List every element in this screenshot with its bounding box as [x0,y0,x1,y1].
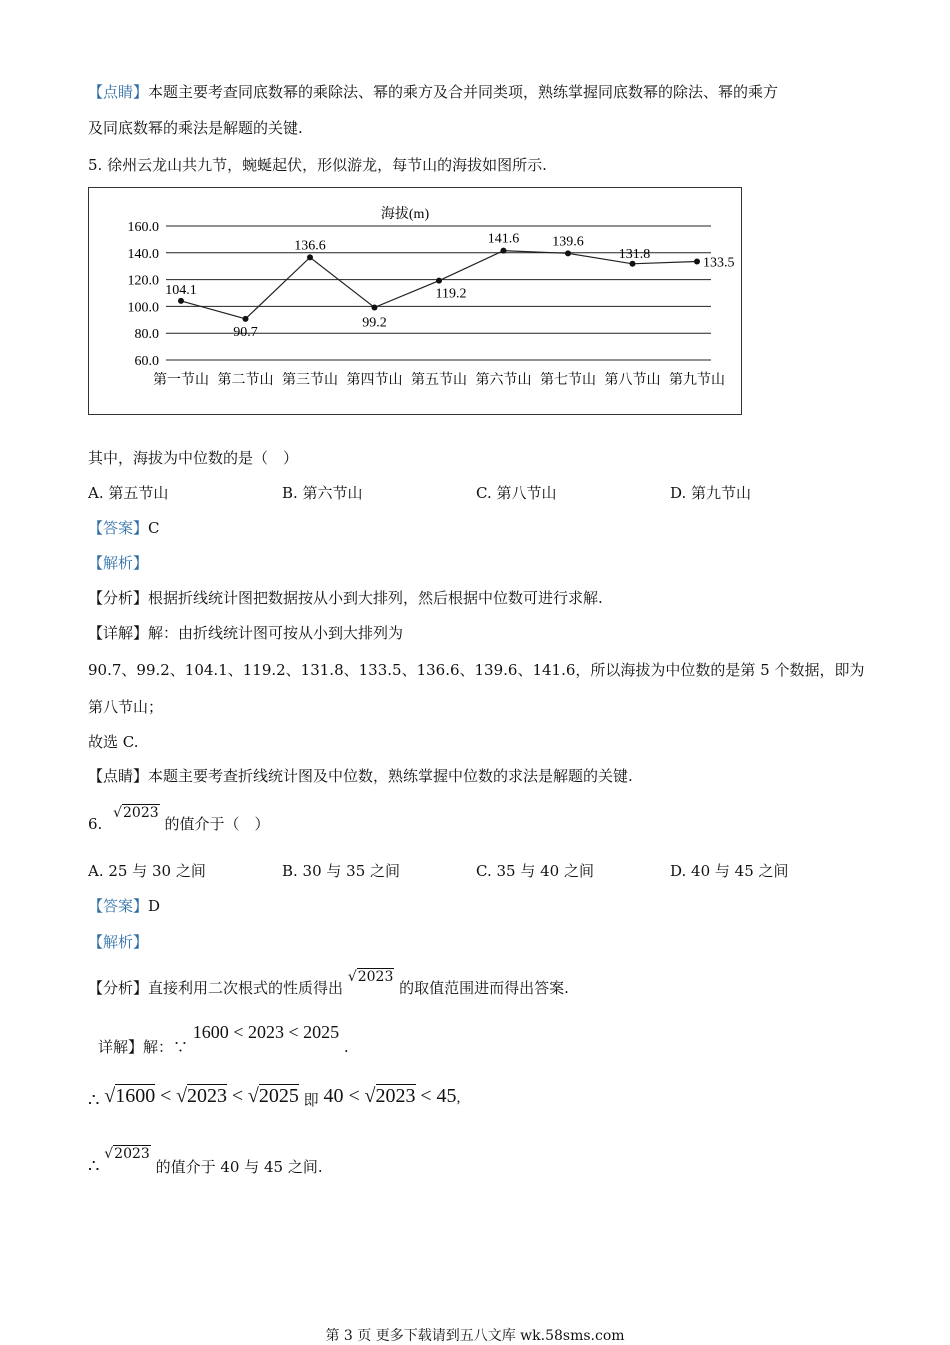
data-label: 90.7 [233,324,258,340]
lt-1: < [160,1085,172,1107]
ineq-period: . [343,1038,349,1056]
q6-fenxi-sqrt: √2023 [347,969,394,985]
answer-tag: 【答案】 [88,519,149,537]
lt-45: < 45 [420,1085,457,1107]
q5-option-c: C. 第八节山 [476,484,557,502]
q5-tips [88,766,633,786]
x-tick-label: 第五节山 [411,373,467,388]
q6-option-c: C. 35 与 40 之间 [476,862,594,880]
radicand-2025: 2025 [258,1085,299,1107]
q6-conclusion [88,1142,323,1176]
q6-option-d: D. 40 与 45 之间 [670,862,789,880]
q6-option-a: A. 25 与 30 之间 [88,862,206,880]
detail-tag: 【详解】 [88,624,149,642]
q6-fenxi-radicand: 2023 [357,969,394,985]
fenxi-tag: 【分析】 [88,589,149,607]
tips-line-1 [88,82,778,102]
q6-fenxi [88,966,569,996]
x-tick-label: 第八节山 [604,373,661,388]
data-point [243,316,249,322]
q6-concl-text: 的值介于 40 与 45 之间. [155,1158,323,1176]
q6-stem [88,806,269,836]
tips-tag: 【点睛】 [88,83,149,101]
data-label: 139.6 [552,234,584,250]
data-point [372,304,378,310]
therefore-1: ∴ [88,1090,100,1110]
x-tick-label: 第四节山 [346,373,403,388]
q6-answer-value: D [148,897,161,915]
y-tick-label: 60.0 [134,354,159,369]
q6-detail-2 [88,1086,460,1120]
data-point [307,254,313,260]
q5-answer [88,518,160,538]
fenxi-text: 根据折线统计图把数据按从小到大排列，然后根据中位数可进行求解. [148,589,603,607]
sqrt-1600: √1600 [104,1085,156,1107]
q5-question: 其中，海拔为中位数的是（ ） [88,449,299,467]
data-label: 133.5 [703,255,735,271]
q6-fenxi-pre: 直接利用二次根式的性质得出 [148,979,344,997]
x-tick-label: 第九节山 [669,373,725,388]
data-label: 131.8 [618,246,651,262]
data-label: 119.2 [435,286,467,302]
data-label: 99.2 [362,315,387,331]
altitude-chart-svg [89,188,741,414]
data-label: 104.1 [165,282,197,298]
answer-value: C [148,519,160,537]
x-tick-label: 第三节山 [282,373,338,388]
q6-analysis-tag: 【解析】 [88,933,149,951]
ineq-1: 1600 < 2023 < 2025 [192,1022,340,1042]
tips-text-1: 本题主要考查同底数幂的乘除法、幂的乘方及合并同类项，熟练掌握同底数幂的除法、幂的乘方 [148,83,779,101]
y-tick-label: 120.0 [127,273,159,289]
x-tick-label: 第六节山 [475,373,532,388]
sqrt-2023: √2023 [113,805,159,821]
q5-tips-tag: 【点睛】 [88,767,149,785]
y-tick-label: 80.0 [134,327,159,343]
x-tick-label: 第二节山 [217,373,274,388]
q6-stem-tail: 的值介于（ ） [164,815,270,833]
q6-answer [88,896,160,916]
radicand-2023-c: 2023 [375,1085,416,1107]
q5-fenxi [88,588,603,608]
page-footer: 第 3 页 更多下载请到五八文库 wk.58sms.com [325,1328,625,1344]
y-tick-label: 100.0 [127,300,159,316]
radicand-1600: 1600 [115,1085,156,1107]
q6-detail-1 [98,1022,349,1056]
data-label: 136.6 [294,238,326,254]
tips-line-2: 及同底数幂的乘法是解题的关键. [88,119,303,137]
q5-option-d: D. 第九节山 [670,484,752,502]
data-label: 141.6 [487,231,520,247]
q6-fenxi-post: 的取值范围进而得出答案. [399,979,569,997]
data-point [178,298,184,304]
data-point [436,278,442,284]
sqrt-2025: √2025 [247,1085,299,1107]
q5-option-b: B. 第六节山 [282,484,363,502]
x-tick-label: 第七节山 [540,373,596,388]
q5-detail-3: 第八节山； [88,698,164,716]
radicand-2023-b: 2023 [187,1085,228,1107]
ji-text: 即 [303,1091,319,1109]
q6-number: 6. [88,815,103,833]
y-tick-label: 140.0 [127,246,159,262]
q6-answer-tag: 【答案】 [88,897,149,915]
y-tick-label: 160.0 [127,220,159,235]
lt-2: < [231,1085,244,1107]
q5-detail-1 [88,623,403,643]
comma: , [456,1090,461,1106]
chart-title: 海拔(m) [380,207,430,222]
q5-detail-2: 90.7、99.2、104.1、119.2、131.8、133.5、136.6、139.6、141.6，所以海拔为中位数的是第 5 个数据，即为 [88,661,865,679]
q6-option-b: B. 30 与 35 之间 [282,862,401,880]
q5-option-a: A. 第五节山 [88,484,169,502]
data-point [565,250,571,256]
q5-choose: 故选 C. [88,733,139,751]
data-point [501,248,507,254]
forty-lt: 40 < [323,1085,360,1107]
q6-detail-pre: 详解】解：∵ [98,1038,189,1056]
q6-concl-sqrt: √2023 [104,1146,150,1162]
q5-tips-text: 本题主要考查折线统计图及中位数，熟练掌握中位数的求法是解题的关键. [148,767,633,785]
sqrt-2023-c: √2023 [364,1085,416,1107]
therefore-2: ∴ [88,1156,100,1176]
q6-concl-radicand: 2023 [114,1146,150,1162]
altitude-chart [88,187,742,415]
q5-analysis-tag: 【解析】 [88,554,149,572]
detail-text-1: 解：由折线统计图可按从小到大排列为 [148,624,404,642]
sqrt-2023-b: √2023 [176,1085,228,1107]
q5-stem: 5. 徐州云龙山共九节，蜿蜒起伏，形似游龙，每节山的海拔如图所示. [88,156,547,174]
x-tick-label: 第一节山 [153,373,209,388]
data-point [694,259,700,265]
radicand: 2023 [123,805,159,821]
q6-fenxi-tag: 【分析】 [88,979,149,997]
